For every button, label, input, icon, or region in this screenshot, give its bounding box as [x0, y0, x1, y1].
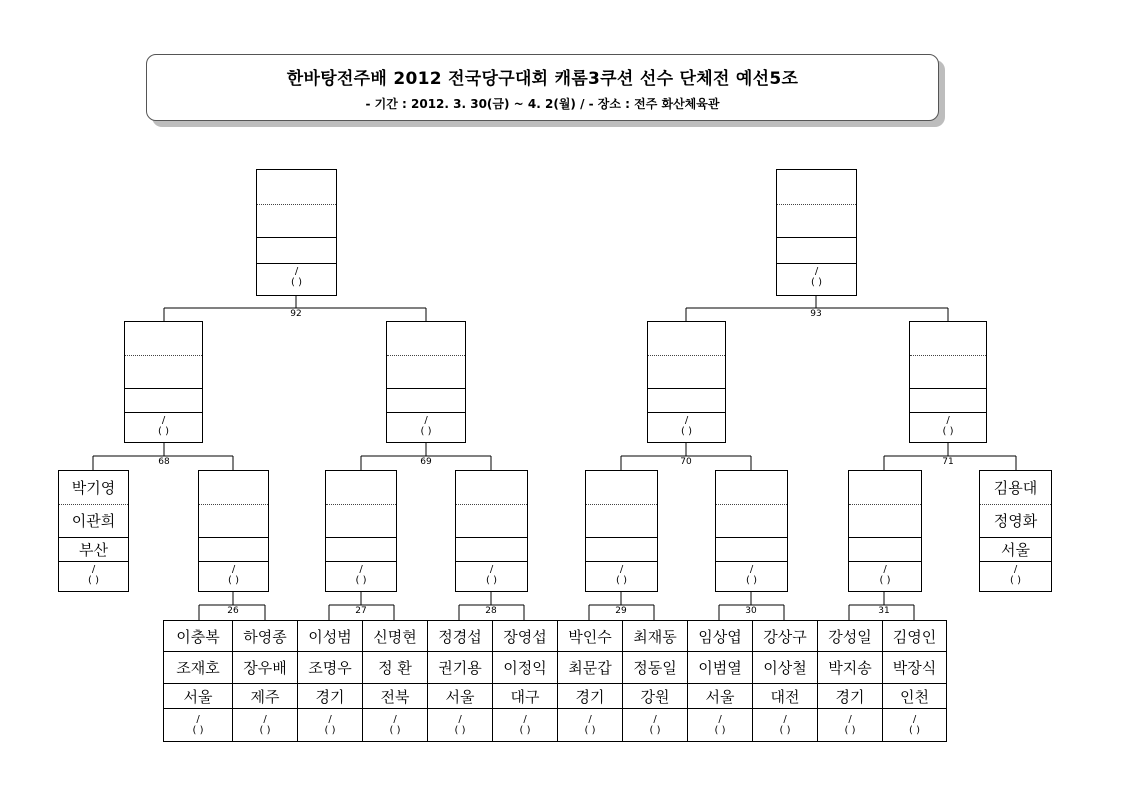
player-name: 최재동 — [623, 621, 688, 652]
score-paren: ( ) — [324, 725, 336, 736]
result-box-29 — [585, 470, 658, 592]
result-box-92 — [256, 169, 337, 296]
score-slash: / — [489, 564, 494, 575]
player-name: 하영종 — [233, 621, 298, 652]
player-name: 이충복 — [164, 621, 233, 652]
score-cell — [428, 709, 493, 742]
score-paren: ( ) — [681, 426, 692, 437]
score-paren: ( ) — [879, 575, 891, 586]
score-paren: ( ) — [649, 725, 661, 736]
score-paren: ( ) — [844, 725, 856, 736]
match-number-70: 70 — [680, 457, 692, 467]
score-cell — [493, 709, 558, 742]
score-paren: ( ) — [291, 277, 302, 288]
player-name: 정경섭 — [428, 621, 493, 652]
result-box-70 — [647, 321, 726, 443]
result-box-27 — [325, 470, 397, 592]
team-region: 경기 — [818, 684, 883, 709]
score-cell — [688, 709, 753, 742]
result-box-30 — [715, 470, 788, 592]
match-number-30: 30 — [745, 606, 757, 616]
player-name: 장영섭 — [493, 621, 558, 652]
score-cell — [883, 709, 947, 742]
match-number-27: 27 — [355, 606, 367, 616]
team-region: 경기 — [558, 684, 623, 709]
team-region: 제주 — [233, 684, 298, 709]
player-name: 신명현 — [363, 621, 428, 652]
score-paren: ( ) — [746, 575, 757, 586]
score-slash: / — [1013, 564, 1018, 575]
score-cell — [623, 709, 688, 742]
player-name: 임상엽 — [688, 621, 753, 652]
player-name: 이관희 — [59, 505, 128, 538]
score-paren: ( ) — [259, 725, 271, 736]
player-name: 박기영 — [59, 471, 128, 505]
score-slash: / — [684, 415, 689, 426]
result-box-71 — [909, 321, 987, 443]
bye-team-left — [58, 470, 129, 592]
match-number-92: 92 — [290, 309, 302, 319]
score-slash: / — [946, 415, 950, 426]
score-paren: ( ) — [779, 725, 791, 736]
score-slash: / — [91, 564, 96, 575]
match-number-68: 68 — [158, 457, 170, 467]
score-slash: / — [718, 714, 722, 725]
score-slash: / — [588, 714, 592, 725]
player-name: 강성일 — [818, 621, 883, 652]
score-paren: ( ) — [584, 725, 596, 736]
score-paren: ( ) — [714, 725, 726, 736]
score-slash: / — [294, 266, 299, 277]
score-paren: ( ) — [158, 426, 169, 437]
team-region: 부산 — [59, 538, 128, 562]
match-number-93: 93 — [810, 309, 822, 319]
score-slash: / — [653, 714, 657, 725]
player-name: 김용대 — [980, 471, 1051, 505]
result-box-93 — [776, 169, 857, 296]
team-region: 전북 — [363, 684, 428, 709]
result-box-31 — [848, 470, 922, 592]
team-region: 서울 — [428, 684, 493, 709]
score-paren: ( ) — [1010, 575, 1021, 586]
score-paren: ( ) — [811, 277, 822, 288]
score-paren: ( ) — [420, 426, 432, 437]
player-name: 박장식 — [883, 652, 947, 684]
team-region: 대전 — [753, 684, 818, 709]
team-region: 대구 — [493, 684, 558, 709]
score-slash: / — [328, 714, 332, 725]
match-number-29: 29 — [615, 606, 627, 616]
score-cell — [164, 709, 233, 742]
score-slash: / — [359, 564, 363, 575]
team-region: 강원 — [623, 684, 688, 709]
score-slash: / — [196, 714, 200, 725]
player-name: 조재호 — [164, 652, 233, 684]
player-name: 장우배 — [233, 652, 298, 684]
score-slash: / — [393, 714, 397, 725]
player-name: 이정익 — [493, 652, 558, 684]
score-slash: / — [231, 564, 236, 575]
match-number-31: 31 — [878, 606, 890, 616]
score-paren: ( ) — [486, 575, 497, 586]
event-info: - 기간 : 2012. 3. 30(금) ~ 4. 2(월) / - 장소 : 전주 화산체육관 — [365, 97, 720, 111]
player-name: 김영인 — [883, 621, 947, 652]
result-box-69 — [386, 321, 466, 443]
score-paren: ( ) — [228, 575, 239, 586]
score-cell — [818, 709, 883, 742]
player-name: 정 환 — [363, 652, 428, 684]
table-row-player2 — [164, 652, 947, 684]
match-number-28: 28 — [485, 606, 497, 616]
team-region: 서울 — [980, 538, 1051, 562]
player-name: 최문갑 — [558, 652, 623, 684]
result-box-28 — [455, 470, 528, 592]
table-row-player1 — [164, 621, 947, 652]
score-cell — [363, 709, 428, 742]
team-region: 경기 — [298, 684, 363, 709]
result-box-26 — [198, 470, 269, 592]
player-name: 이성범 — [298, 621, 363, 652]
player-name: 권기용 — [428, 652, 493, 684]
player-name: 조명우 — [298, 652, 363, 684]
score-cell — [233, 709, 298, 742]
score-slash: / — [783, 714, 787, 725]
match-number-69: 69 — [420, 457, 432, 467]
score-slash: / — [424, 415, 428, 426]
score-slash: / — [458, 714, 462, 725]
player-name: 강상구 — [753, 621, 818, 652]
bye-team-right — [979, 470, 1052, 592]
score-paren: ( ) — [942, 426, 954, 437]
score-paren: ( ) — [454, 725, 466, 736]
score-paren: ( ) — [192, 725, 204, 736]
score-slash: / — [848, 714, 852, 725]
score-slash: / — [912, 714, 917, 725]
team-entry-table — [163, 620, 947, 742]
player-name: 이상철 — [753, 652, 818, 684]
player-name: 정영화 — [980, 505, 1051, 538]
score-paren: ( ) — [389, 725, 401, 736]
score-slash: / — [814, 266, 819, 277]
player-name: 이범열 — [688, 652, 753, 684]
match-number-71: 71 — [942, 457, 954, 467]
score-paren: ( ) — [519, 725, 531, 736]
table-row-region — [164, 684, 947, 709]
page-title: 한바탕전주배 2012 전국당구대회 캐롬3쿠션 선수 단체전 예선5조 — [286, 69, 799, 89]
team-region: 인천 — [883, 684, 947, 709]
player-name: 정동일 — [623, 652, 688, 684]
score-slash: / — [749, 564, 754, 575]
score-paren: ( ) — [909, 725, 920, 736]
team-region: 서울 — [164, 684, 233, 709]
match-number-26: 26 — [227, 606, 239, 616]
score-cell — [558, 709, 623, 742]
team-region: 서울 — [688, 684, 753, 709]
table-row-score — [164, 709, 947, 742]
score-slash: / — [263, 714, 267, 725]
score-paren: ( ) — [355, 575, 367, 586]
score-cell — [753, 709, 818, 742]
score-slash: / — [161, 415, 166, 426]
score-slash: / — [619, 564, 624, 575]
player-name: 박지송 — [818, 652, 883, 684]
player-name: 박인수 — [558, 621, 623, 652]
score-slash: / — [523, 714, 527, 725]
score-cell — [298, 709, 363, 742]
score-paren: ( ) — [88, 575, 99, 586]
result-box-68 — [124, 321, 203, 443]
score-slash: / — [883, 564, 887, 575]
score-paren: ( ) — [616, 575, 627, 586]
